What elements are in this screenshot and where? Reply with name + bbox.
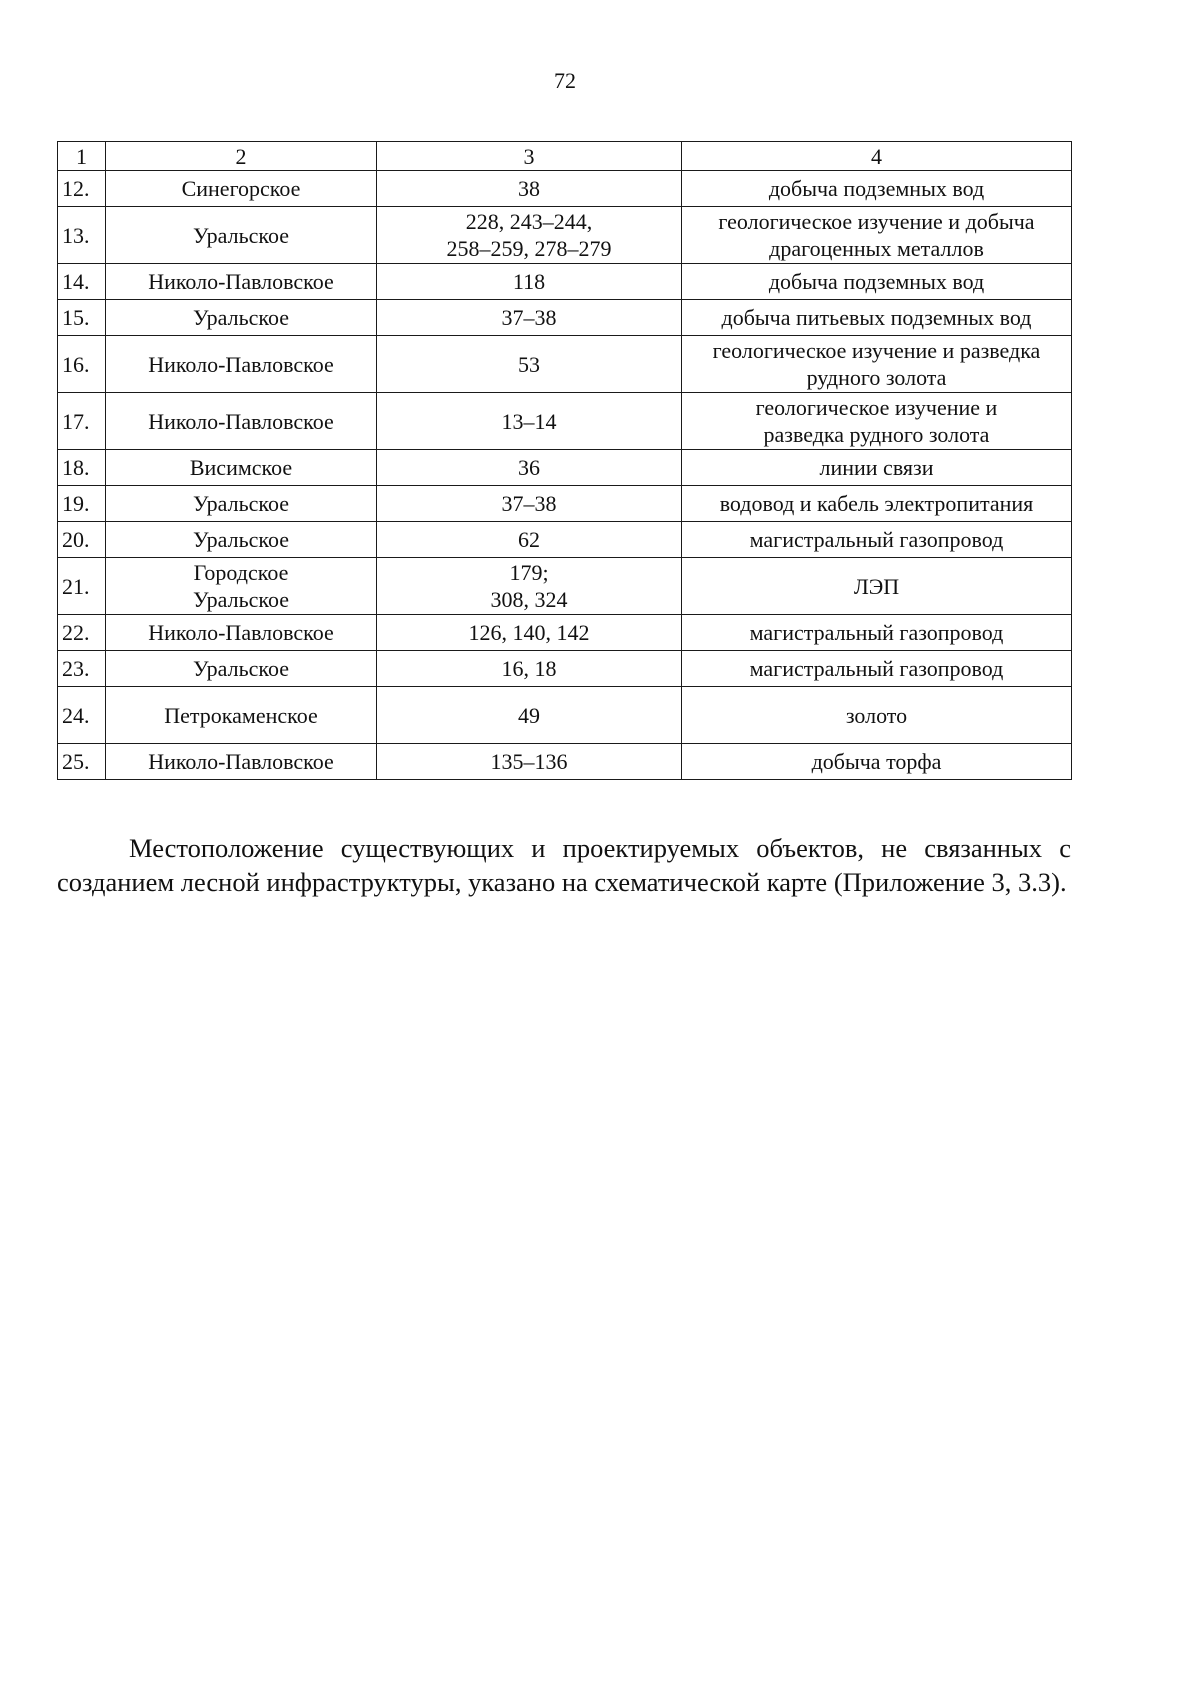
quarters-cell: [377, 450, 682, 486]
district-name: Синегорское: [181, 176, 301, 201]
row-number: 12.: [58, 171, 106, 207]
district-name: Городское: [193, 560, 289, 585]
table-row: [58, 264, 1072, 300]
district-cell: [106, 615, 377, 651]
row-number: 21.: [58, 558, 106, 615]
column-number-header: 1: [58, 142, 106, 171]
purpose-text: рудного золота: [806, 365, 947, 390]
district-name: Николо-Павловское: [148, 351, 334, 377]
quarter-numbers: 126, 140, 142: [468, 620, 590, 645]
column-number-header: 3: [377, 142, 682, 171]
purpose-cell: [682, 264, 1072, 300]
table-row: [58, 393, 1072, 450]
table-header-row: [58, 142, 1072, 171]
purpose-cell: [682, 615, 1072, 651]
purpose-text: магистральный газопровод: [749, 656, 1004, 681]
purpose-text: драгоценных металлов: [769, 236, 984, 261]
purpose-cell: [682, 171, 1072, 207]
purpose-text: магистральный газопровод: [749, 527, 1004, 552]
district-name: Уральское: [193, 305, 289, 330]
district-cell: [106, 171, 377, 207]
purpose-cell: [682, 393, 1072, 450]
purpose-text: геологическое изучение и разведка: [712, 338, 1041, 363]
table-row: [58, 207, 1072, 264]
row-number: 22.: [58, 615, 106, 651]
purpose-cell: [682, 687, 1072, 744]
quarters-cell: [377, 264, 682, 300]
purpose-cell: [682, 744, 1072, 780]
district-name: Уральское: [193, 527, 289, 552]
district-cell: [106, 393, 377, 450]
quarters-cell: [377, 744, 682, 780]
table-row: [58, 336, 1072, 393]
row-number: 20.: [58, 522, 106, 558]
purpose-cell: [682, 336, 1072, 393]
row-number: 24.: [58, 687, 106, 744]
objects-table: [57, 141, 1072, 780]
quarter-numbers: 53: [518, 351, 540, 377]
purpose-text: водовод и кабель электропитания: [719, 491, 1034, 516]
district-name: Уральское: [193, 587, 289, 612]
row-number: 23.: [58, 651, 106, 687]
purpose-cell: [682, 207, 1072, 264]
quarter-numbers: 37–38: [501, 491, 557, 516]
quarter-numbers: 36: [518, 455, 540, 480]
purpose-text: линии связи: [819, 455, 934, 480]
purpose-cell: [682, 651, 1072, 687]
district-name: Уральское: [193, 656, 289, 681]
district-cell: [106, 336, 377, 393]
row-number: 19.: [58, 486, 106, 522]
table-row: [58, 558, 1072, 615]
purpose-cell: [682, 522, 1072, 558]
page-number: 72: [554, 68, 576, 93]
purpose-cell: [682, 450, 1072, 486]
quarter-numbers: 37–38: [501, 305, 557, 330]
quarters-cell: [377, 486, 682, 522]
quarter-numbers: 62: [518, 527, 540, 552]
table-row: [58, 744, 1072, 780]
purpose-text: разведка рудного золота: [763, 422, 990, 447]
purpose-text: ЛЭП: [853, 573, 900, 599]
quarters-cell: [377, 336, 682, 393]
purpose-text: добыча питьевых подземных вод: [721, 305, 1032, 330]
quarters-cell: [377, 615, 682, 651]
quarter-numbers: 228, 243–244,: [465, 209, 593, 234]
quarters-cell: [377, 651, 682, 687]
district-cell: [106, 522, 377, 558]
district-name: Николо-Павловское: [148, 620, 334, 645]
column-number-header: 2: [106, 142, 377, 171]
district-cell: [106, 651, 377, 687]
quarters-cell: [377, 207, 682, 264]
purpose-text: добыча торфа: [811, 749, 942, 774]
column-number-header: 4: [682, 142, 1072, 171]
table-row: [58, 651, 1072, 687]
purpose-text: геологическое изучение и добыча: [718, 209, 1035, 234]
district-cell: [106, 486, 377, 522]
table-row: [58, 171, 1072, 207]
district-name: Николо-Павловское: [148, 749, 334, 774]
purpose-cell: [682, 300, 1072, 336]
quarter-numbers: 38: [518, 176, 540, 201]
table-row: [58, 687, 1072, 744]
quarter-numbers: 308, 324: [490, 587, 568, 612]
quarter-numbers: 49: [518, 702, 540, 728]
row-number: 14.: [58, 264, 106, 300]
purpose-text: добыча подземных вод: [768, 269, 985, 294]
district-name: Петрокаменское: [164, 702, 318, 728]
quarters-cell: [377, 171, 682, 207]
quarters-cell: [377, 687, 682, 744]
table-row: [58, 615, 1072, 651]
purpose-text: геологическое изучение и: [755, 395, 998, 420]
table-row: [58, 486, 1072, 522]
district-cell: [106, 264, 377, 300]
quarter-numbers: 258–259, 278–279: [446, 236, 612, 261]
quarters-cell: [377, 300, 682, 336]
row-number: 17.: [58, 393, 106, 450]
district-name: Николо-Павловское: [148, 408, 334, 434]
quarters-cell: [377, 393, 682, 450]
district-cell: [106, 558, 377, 615]
quarter-numbers: 16, 18: [501, 656, 557, 681]
row-number: 16.: [58, 336, 106, 393]
district-cell: [106, 744, 377, 780]
row-number: 18.: [58, 450, 106, 486]
quarter-numbers: 13–14: [501, 408, 557, 434]
row-number: 13.: [58, 207, 106, 264]
quarters-cell: [377, 522, 682, 558]
district-cell: [106, 450, 377, 486]
row-number: 15.: [58, 300, 106, 336]
table-row: [58, 522, 1072, 558]
purpose-text: магистральный газопровод: [749, 620, 1004, 645]
quarter-numbers: 179;: [509, 560, 549, 585]
district-name: Уральское: [193, 222, 289, 248]
quarter-numbers: 135–136: [490, 749, 568, 774]
district-name: Висимское: [189, 455, 293, 480]
row-number: 25.: [58, 744, 106, 780]
purpose-cell: [682, 486, 1072, 522]
purpose-text: золото: [845, 702, 908, 728]
district-cell: [106, 687, 377, 744]
quarters-cell: [377, 558, 682, 615]
district-cell: [106, 300, 377, 336]
purpose-text: добыча подземных вод: [768, 176, 985, 201]
purpose-cell: [682, 558, 1072, 615]
body-paragraph: Местоположение существующих и проектируемых объектов, не связанных с созданием лесной инфраструктуры, указано на схематической карте (Приложение 3, 3.3).: [57, 832, 1071, 897]
table-row: [58, 450, 1072, 486]
quarter-numbers: 118: [512, 269, 546, 294]
district-name: Уральское: [193, 491, 289, 516]
table-row: [58, 300, 1072, 336]
district-cell: [106, 207, 377, 264]
district-name: Николо-Павловское: [148, 269, 334, 294]
